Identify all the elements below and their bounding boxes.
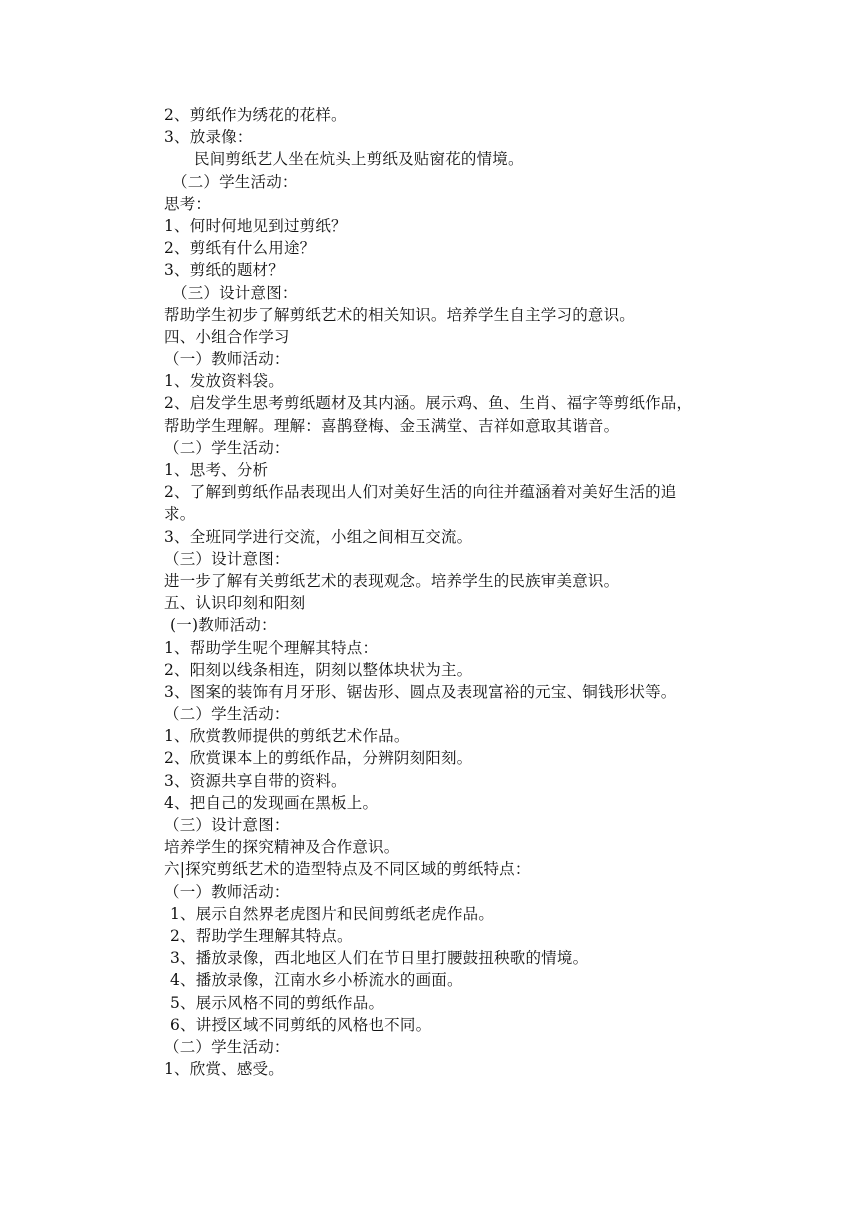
text-line: 1、展示自然界老虎图片和民间剪纸老虎作品。 bbox=[170, 904, 495, 923]
text-line: 4、把自己的发现画在黑板上。 bbox=[164, 793, 379, 812]
text-line: （三）设计意图： bbox=[172, 283, 298, 302]
text-line: 六|探究剪纸艺术的造型特点及不同区域的剪纸特点： bbox=[164, 860, 531, 879]
text-line: 1、帮助学生呢个理解其特点： bbox=[164, 638, 379, 657]
text-line: 5、展示风格不同的剪纸作品。 bbox=[170, 993, 385, 1012]
text-line: 3、资源共享自带的资料。 bbox=[164, 771, 347, 790]
text-line: 2、帮助学生理解其特点。 bbox=[170, 926, 353, 945]
text-line: 1、何时何地见到过剪纸？ bbox=[164, 216, 347, 235]
text-line: 培养学生的探究精神及合作意识。 bbox=[164, 838, 400, 857]
text-line: 3、剪纸的题材？ bbox=[164, 261, 284, 280]
text-line: （二）学生活动： bbox=[172, 172, 298, 191]
text-line: （二）学生活动： bbox=[164, 1037, 290, 1056]
text-line: 3、图案的装饰有月牙形、锯齿形、圆点及表现富裕的元宝、铜钱形状等。 bbox=[164, 682, 677, 701]
text-line: 2、了解到剪纸作品表现出人们对美好生活的向往并蕴涵着对美好生活的追 bbox=[164, 483, 677, 502]
text-line: 1、欣赏教师提供的剪纸艺术作品。 bbox=[164, 727, 410, 746]
text-line: 6、讲授区域不同剪纸的风格也不同。 bbox=[170, 1015, 432, 1034]
text-line: 1、发放资料袋。 bbox=[164, 372, 284, 391]
text-line: 2、启发学生思考剪纸题材及其内涵。展示鸡、鱼、生肖、福字等剪纸作品， bbox=[164, 394, 693, 413]
text-line: （三）设计意图： bbox=[164, 816, 290, 834]
text-line: （一）教师活动： bbox=[164, 882, 290, 901]
text-line: 3、全班同学进行交流，小组之间相互交流。 bbox=[164, 527, 473, 546]
text-line: （一）教师活动： bbox=[164, 350, 290, 369]
text-line: 4、播放录像，江南水乡小桥流水的画面。 bbox=[170, 971, 463, 990]
text-line: 3、播放录像，西北地区人们在节日里打腰鼓扭秧歌的情境。 bbox=[170, 949, 589, 968]
text-line: 进一步了解有关剪纸艺术的表现观念。培养学生的民族审美意识。 bbox=[164, 571, 620, 590]
text-line: 思考： bbox=[164, 194, 212, 213]
text-line: 五、认识印刻和阳刻 bbox=[164, 594, 306, 613]
text-line: 1、思考、分析 bbox=[164, 461, 269, 479]
text-line: (一)教师活动： bbox=[170, 616, 277, 635]
text-line: 求。 bbox=[164, 505, 196, 524]
text-line: 帮助学生理解。理解：喜鹊登梅、金玉满堂、吉祥如意取其谐音。 bbox=[164, 416, 620, 435]
text-line: 1、欣赏、感受。 bbox=[164, 1060, 284, 1079]
text-line: 3、放录像： bbox=[164, 128, 253, 147]
text-line: 2、剪纸作为绣花的花样。 bbox=[164, 106, 347, 124]
text-line: 2、欣赏课本上的剪纸作品，分辨阴刻阳刻。 bbox=[164, 749, 473, 768]
text-line: 2、阳刻以线条相连，阴刻以整体块状为主。 bbox=[164, 660, 473, 679]
text-line: （三）设计意图： bbox=[164, 549, 290, 568]
document-body bbox=[164, 104, 764, 1080]
text-line: （二）学生活动： bbox=[164, 438, 290, 457]
text-line: 四、小组合作学习 bbox=[164, 327, 290, 346]
text-line: （二）学生活动： bbox=[164, 705, 290, 724]
text-line: 民间剪纸艺人坐在炕头上剪纸及贴窗花的情境。 bbox=[194, 150, 524, 169]
text-line: 2、剪纸有什么用途？ bbox=[164, 239, 316, 258]
text-line: 帮助学生初步了解剪纸艺术的相关知识。培养学生自主学习的意识。 bbox=[164, 305, 636, 324]
